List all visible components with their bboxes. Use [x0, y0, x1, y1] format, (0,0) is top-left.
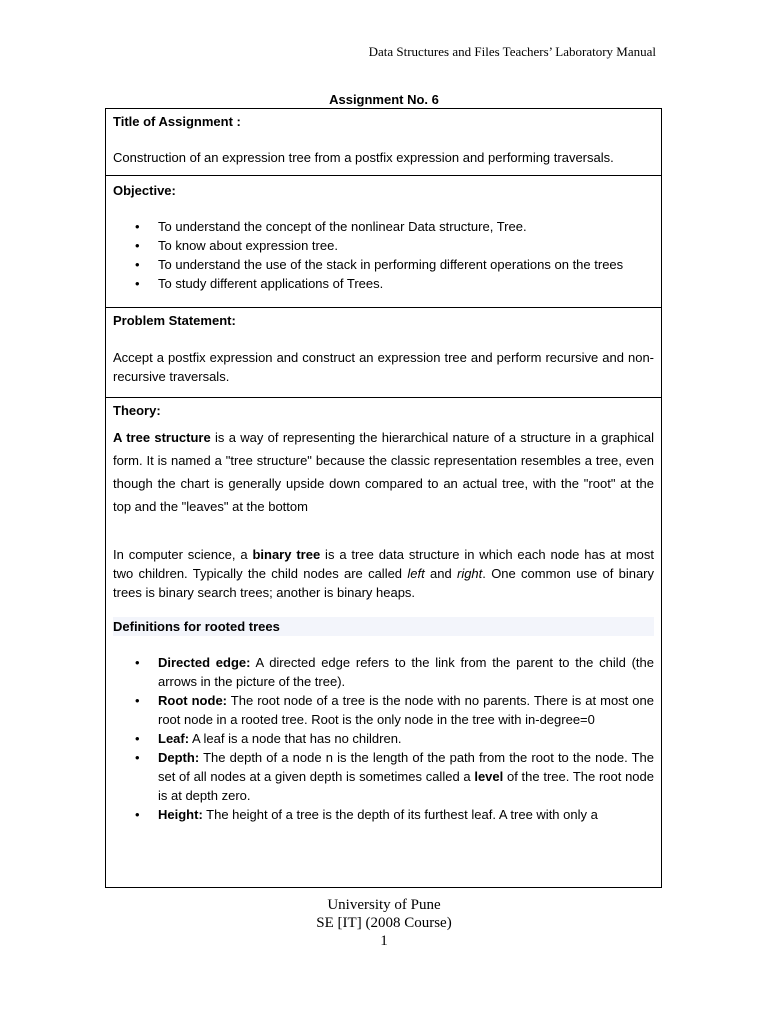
- list-item: • Height: The height of a tree is the depth of its furthest leaf. A tree with only a: [158, 805, 654, 824]
- page-number: 1: [380, 933, 388, 949]
- list-item: • Leaf: A leaf is a node that has no children.: [158, 729, 654, 748]
- theory-paragraph-1: A tree structure is a way of representing the hierarchical nature of a structure in a graphical form. It is named a "tree structure" because the classic representation resembles a tree, even though the chart is generally upside down compared to an actual tree, with the "root" at the top and the "leaves" at the bottom: [113, 430, 654, 514]
- page-footer: [0, 896, 768, 950]
- list-item: • To study different applications of Trees.: [158, 274, 654, 293]
- running-header: Data Structures and Files Teachers’ Laboratory Manual: [368, 44, 656, 59]
- definitions-list: [113, 653, 654, 824]
- list-item: • Directed edge: A directed edge refers to the link from the parent to the child (the arrows in the picture of the tree).: [158, 653, 654, 691]
- list-item: • To understand the concept of the nonlinear Data structure, Tree.: [158, 217, 654, 236]
- title-heading: Title of Assignment :: [113, 114, 241, 129]
- list-item: • Root node: The root node of a tree is the node with no parents. There is at most one root node in a rooted tree. Root is the only node in the tree with in-degree=0: [158, 691, 654, 729]
- theory-section: [106, 398, 661, 832]
- title-text: Construction of an expression tree from a postfix expression and performing traversals.: [113, 150, 614, 165]
- assignment-number: Assignment No. 6: [329, 92, 439, 107]
- definitions-heading: Definitions for rooted trees: [113, 617, 654, 636]
- list-item: • To know about expression tree.: [158, 236, 654, 255]
- term-binary-tree: binary tree: [252, 547, 321, 562]
- assignment-table: [105, 108, 662, 888]
- term-tree-structure: A tree structure: [113, 430, 211, 445]
- theory-heading: Theory:: [113, 403, 161, 418]
- list-item: • To understand the use of the stack in performing different operations on the trees: [158, 255, 654, 274]
- list-item: • Depth: The depth of a node n is the length of the path from the root to the node. The set of all nodes at a given depth is sometimes called a level of the tree. The root node is at depth zero.: [158, 748, 654, 805]
- problem-section: [106, 308, 661, 398]
- title-section: [106, 109, 661, 176]
- problem-heading: Problem Statement:: [113, 313, 236, 328]
- objective-section: [106, 176, 661, 308]
- theory-paragraph-2: In computer science, a binary tree is a tree data structure in which each node has at most two children. Typically the child nodes are called left and right. One common use of binary trees is binary search trees; another is binary heaps.: [113, 547, 655, 600]
- objective-list: [113, 217, 654, 293]
- problem-text: Accept a postfix expression and construct an expression tree and perform recursive and non- recursive traversals.: [113, 350, 654, 384]
- footer-university: University of Pune: [327, 897, 441, 913]
- footer-course: SE [IT] (2008 Course): [316, 915, 452, 931]
- objective-heading: Objective:: [113, 183, 176, 198]
